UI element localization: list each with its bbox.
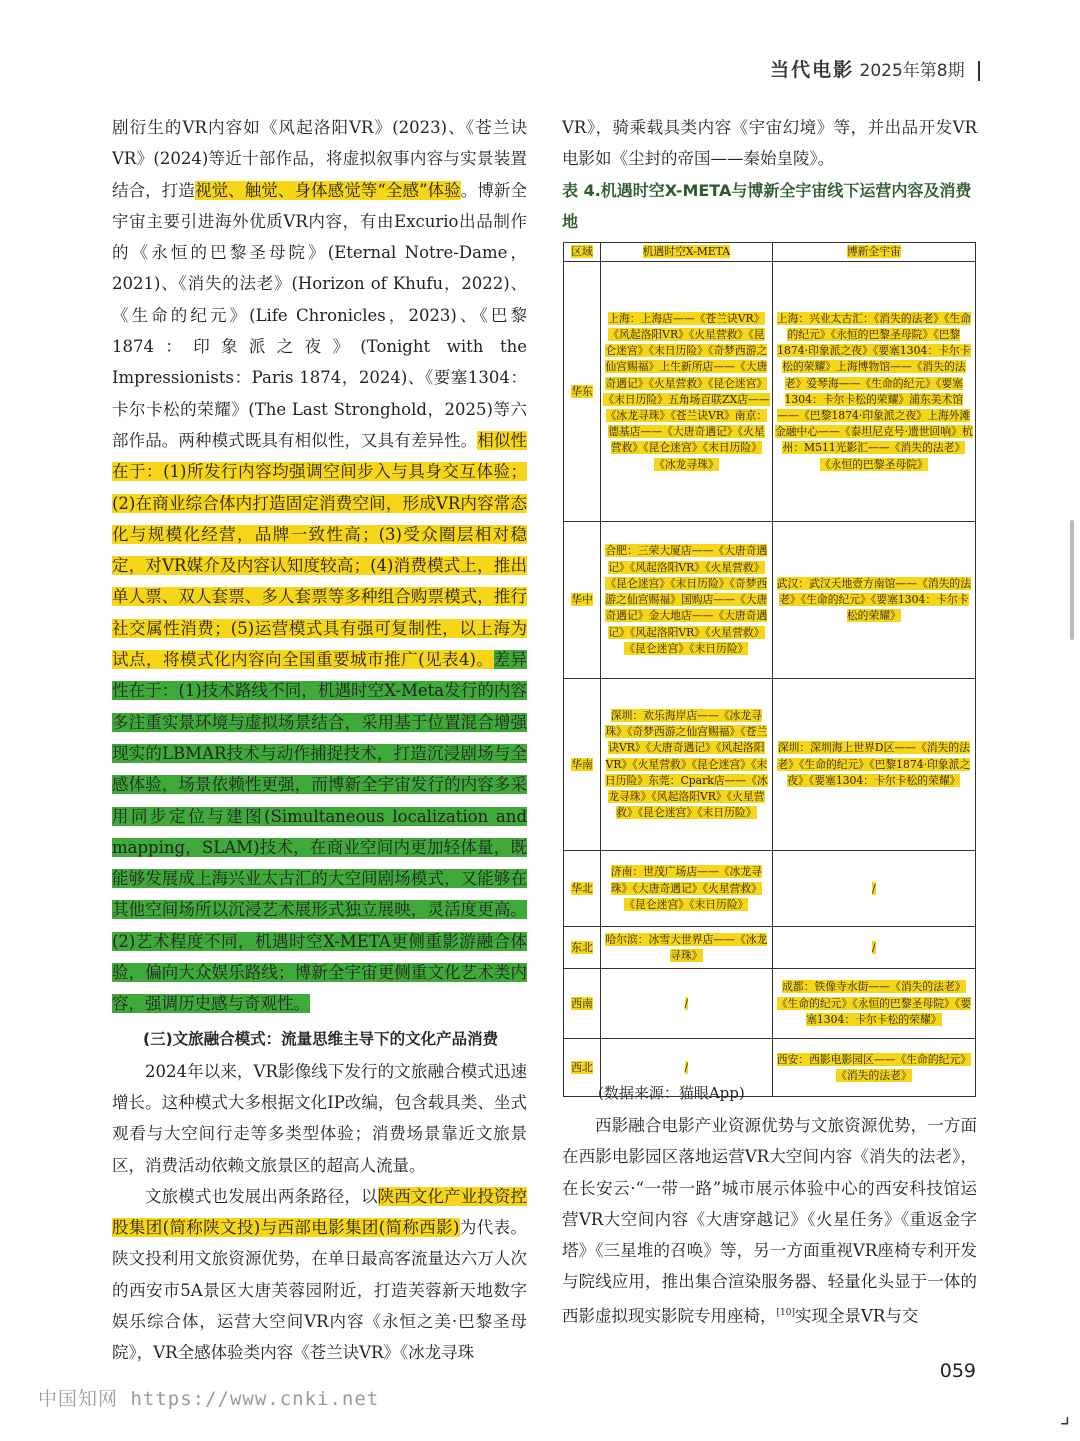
table-row bbox=[564, 851, 976, 927]
highlight-yellow: 视觉、触觉、身体感觉等“全感”体验 bbox=[194, 180, 461, 200]
xmeta-cell: 济南：世茂广场店——《冰龙寻珠》《大唐奇遇记》《火星营救》《昆仑迷宫》《末日历险》 bbox=[610, 865, 762, 911]
region-cell: 华中 bbox=[571, 593, 593, 607]
region-cell: 东北 bbox=[571, 940, 593, 954]
region-cell: 华东 bbox=[571, 384, 593, 398]
xmeta-cell: 深圳：欢乐海岸店——《冰龙寻珠》《奇梦西游之仙宫赐福》《苍兰诀VR》《大唐奇遇记》《风起洛阳VR》《火星营救》《昆仑迷宫》《末日历险》东莞：Cpark店——《冰龙寻珠》《风起洛阳VR》《火星营救》《昆仑迷宫》《末日历险》 bbox=[604, 708, 768, 820]
journal-header bbox=[770, 55, 980, 82]
table-row bbox=[564, 262, 976, 522]
right-paragraph-1: VR》，骑乘载具类内容《宇宙幻境》等，并出品开发VR电影如《尘封的帝国——秦始皇陵》。 bbox=[562, 118, 977, 169]
boxin-cell: 西安：西影电影园区——《生命的纪元》《消失的法老》 bbox=[776, 1052, 972, 1082]
text-run: 剧衍生的VR内容如《风起洛阳VR》(2023)、《苍兰诀VR》(2024)等近十部作品，将虚拟叙事内容与实景装置结合，打造 bbox=[112, 118, 527, 200]
xmeta-cell: 哈尔滨：冰雪大世界店——《冰龙寻珠》 bbox=[605, 932, 768, 962]
header-divider bbox=[978, 61, 980, 81]
text-run: 。博新全宇宙主要引进海外优质VR内容，有由Excurio出品制作的《永恒的巴黎圣母院》(Eternal Notre-Dame，2021)、《消失的法老》(Horizon of Khufu，2022)、《生命的纪元》(Life Chronicles，2023)、《巴黎1874：印象派之夜》(Tonight with the Impressionists：Paris 1874，2024)、《要塞1304：卡尔卡松的荣耀》(The Last Stronghold，2025)等六部作品。两种模式既具有相似性，又具有差异性。 bbox=[112, 180, 528, 450]
xmeta-cell: / bbox=[684, 996, 689, 1010]
left-paragraph-1 bbox=[112, 112, 527, 1020]
boxin-cell: 深圳：深圳海上世界D区——《消失的法老》《生命的纪元》《巴黎1874·印象派之夜》《要塞1304：卡尔卡松的荣耀》 bbox=[777, 741, 971, 787]
table-header-row bbox=[564, 243, 976, 262]
table-source: (数据来源：猫眼App) bbox=[598, 1084, 745, 1102]
watermark: 中国知网 https://www.cnki.net bbox=[38, 1388, 380, 1410]
region-cell: 西南 bbox=[571, 996, 593, 1010]
left-column bbox=[112, 112, 527, 1369]
xmeta-cell: 合肥：三荣大厦店——《大唐奇遇记》《风起洛阳VR》《火星营救》《昆仑迷宫》《末日历险》《奇梦西游之仙宫赐福》国购店——《大唐奇遇记》金大地店——《大唐奇遇记》《风起洛阳VR》《火星营救》《昆仑迷宫》《末日历险》 bbox=[605, 544, 768, 655]
highlight-green: 差异性在于：(1)技术路线不同，机遇时空X-Meta发行的内容多注重实景环境与虚拟场景结合，采用基于位置混合增强现实的LBMAR技术与动作捕捉技术，打造沉浸剧场与全感体验，场景依赖性更强，而博新全宇宙发行的内容多采用同步定位与建图(Simultaneous localization and mapping，SLAM)技术，在商业空间内更加轻体量，既能够发展成上海兴业太古汇的大空间剧场模式，又能够在其他空间场所以沉浸艺术展形式独立展映，灵活度更高。(2)艺术程度不同，机遇时空X-META更侧重影游融合体验，偏向大众娱乐路线；博新全宇宙更侧重文化艺术类内容，强调历史感与奇观性。 bbox=[112, 650, 528, 1014]
table-row bbox=[564, 969, 976, 1039]
scrollbar[interactable] bbox=[1070, 520, 1074, 640]
issue-label: 2025年第8期 bbox=[859, 61, 965, 81]
boxin-cell: 成都：铁像寺水街——《消失的法老》《生命的纪元》《永恒的巴黎圣母院》《要塞1304：卡尔卡松的荣耀》 bbox=[776, 980, 972, 1026]
table-row bbox=[564, 522, 976, 679]
table-row bbox=[564, 927, 976, 969]
text-run: 西影融合电影产业资源优势与文旅资源优势，一方面在西影电影园区落地运营VR大空间内容《消失的法老》，在长安云·“一带一路”城市展示体验中心的西安科技馆运营VR大空间内容《大唐穿越记》《火星任务》《重返金字塔》《三星堆的召唤》等，另一方面重视VR座椅专利开发与院线应用，推出集合渲染服务器、轻量化头显于一体的西影虚拟现实影院专用座椅， bbox=[562, 1116, 977, 1326]
page-number: 059 bbox=[939, 1360, 976, 1382]
citation[interactable]: [10] bbox=[776, 1307, 795, 1318]
header-cell: 机遇时空X-META bbox=[601, 243, 773, 262]
section-subheading: (三)文旅融合模式：流量思维主导下的文化产品消费 bbox=[143, 1029, 499, 1048]
left-paragraph-3 bbox=[112, 1181, 527, 1369]
boxin-cell: 武汉：武汉天地壹方南馆——《消失的法老》《生命的纪元》《要塞1304：卡尔卡松的荣耀》 bbox=[776, 576, 972, 623]
header-cell: 博新全宇宙 bbox=[772, 243, 975, 262]
right-column bbox=[562, 112, 977, 237]
highlight-yellow: 相似性在于：(1)所发行内容均强调空间步入与具身交互体验；(2)在商业综合体内打造固定消费空间，形成VR内容常态化与规模化经营，品牌一致性高；(3)受众圈层相对稳定，对VR媒介及内容认知度较高；(4)消费模式上，推出单人票、双人套票、多人套票等多种组合购票模式，推行社交属性消费；(5)运营模式具有强可复制性，以上海为试点，将模式化内容向全国重要城市推广(见表4)。 bbox=[112, 430, 528, 670]
text-run: 文旅模式也发展出两条路径，以 bbox=[145, 1186, 378, 1206]
region-cell: 华南 bbox=[571, 757, 593, 771]
boxin-cell: / bbox=[872, 881, 876, 895]
table-caption: 表 4.机遇时空X-META与博新全宇宙线下运营内容及消费地 bbox=[562, 180, 972, 231]
region-cell: 华北 bbox=[571, 881, 593, 895]
header-cell: 区域 bbox=[564, 243, 601, 262]
table-row bbox=[564, 679, 976, 851]
boxin-cell: 上海：兴业太古汇：《消失的法老》《生命的纪元》《永恒的巴黎圣母院》《巴黎1874·印象派之夜》《要塞1304：卡尔卡松的荣耀》上海博物馆——《消失的法老》爱琴海——《生命的纪元》《要塞1304：卡尔卡松的荣耀》浦东美术馆——《巴黎1874·印象派之夜》上海外滩金融中心——《泰坦尼克号·遗世回响》杭州：M511光影汇——《消失的法老》《永恒的巴黎圣母院》 bbox=[774, 311, 973, 471]
right-column-lower bbox=[562, 1110, 977, 1332]
right-paragraph-2 bbox=[562, 1110, 977, 1332]
venue-table bbox=[563, 242, 976, 1097]
page-curl-icon: ⌟ bbox=[1059, 1404, 1070, 1429]
boxin-cell: / bbox=[872, 940, 876, 954]
text-run: 实现全景VR与交 bbox=[794, 1306, 919, 1326]
xmeta-cell: 上海：上海店——《苍兰诀VR》《风起洛阳VR》《火星营救》《昆仑迷宫》《末日历险》《奇梦西游之仙宫赐福》上生新所店——《大唐奇遇记》《火星营救》《昆仑迷宫》《末日历险》五角场百联ZX店——《冰龙寻珠》《苍兰诀VR》南京：德基店——《大唐奇遇记》《火星营救》《昆仑迷宫》《末日历险》《冰龙寻珠》 bbox=[603, 311, 770, 471]
region-cell: 西北 bbox=[571, 1060, 593, 1074]
highlight-yellow: 陕西文化产业投资控股集团(简称陕文投)与西部电影集团(简称西影) bbox=[112, 1186, 528, 1238]
left-paragraph-2: 2024年以来，VR影像线下发行的文旅融合模式迅速增长。这种模式大多根据文化IP改编，包含载具类、坐式观看与大空间行走等多类型体验；消费场景靠近文旅景区，消费活动依赖文旅景区的超高人流量。 bbox=[112, 1061, 527, 1175]
magazine-title: 当代电影 bbox=[770, 59, 855, 81]
xmeta-cell: / bbox=[684, 1060, 689, 1074]
text-run: 为代表。陕文投利用文旅资源优势，在单日最高客流量达六万人次的西安市5A景区大唐芙蓉园附近，打造芙蓉新天地数字娱乐综合体，运营大空间VR内容《永恒之美·巴黎圣母院》，VR全感体验类内容《苍兰诀VR》《冰龙寻珠 bbox=[112, 1218, 527, 1363]
